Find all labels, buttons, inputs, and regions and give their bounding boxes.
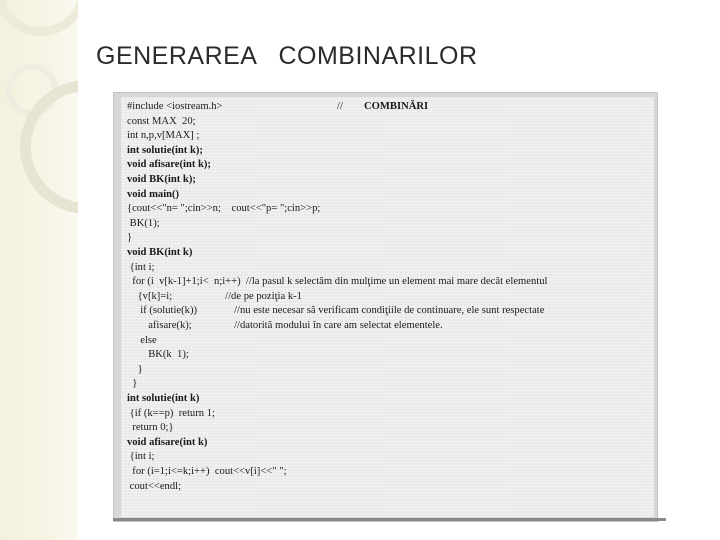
code-line: #include <iostream.h> bbox=[127, 101, 223, 112]
code-line: afisare(k); //datorită modului în care am selectat elementele. bbox=[127, 320, 443, 331]
code-line: else bbox=[127, 334, 157, 346]
code-line: void afisare(int k); bbox=[127, 159, 211, 171]
code-line: for (i=1;i<=k;i++) cout<<v[i]<<" "; bbox=[127, 466, 287, 477]
header-label: COMBINĂRI bbox=[364, 101, 429, 112]
code-line: int solutie(int k) bbox=[127, 393, 200, 404]
code-line: void BK(int k) bbox=[127, 247, 193, 258]
code-line: BK(k 1); bbox=[127, 349, 189, 361]
code-line: int n,p,v[MAX] ; bbox=[127, 130, 200, 142]
code-line: int solutie(int k); bbox=[127, 144, 203, 156]
code-line: } bbox=[127, 363, 143, 375]
code-line: return 0;} bbox=[127, 422, 174, 434]
code-line: cout<<endl; bbox=[127, 480, 182, 492]
code-line: {int i; bbox=[127, 261, 155, 273]
code-line: {if (k==p) return 1; bbox=[127, 407, 215, 419]
code-line: {int i; bbox=[127, 451, 155, 463]
decorative-ring-top bbox=[0, 0, 78, 36]
code-line: if (solutie(k)) //nu este necesar să verificam condiţiile de continuare, ele sunt respectate bbox=[127, 305, 545, 317]
decorative-left-band bbox=[0, 0, 78, 540]
code-line: void afisare(int k) bbox=[127, 436, 208, 448]
code-line: BK(1); bbox=[127, 217, 160, 229]
code-line: void main() bbox=[127, 188, 180, 200]
bottom-rule bbox=[113, 518, 666, 521]
code-line: {v[k]=i; //de pe poziţia k-1 bbox=[127, 290, 302, 302]
code-line: void BK(int k); bbox=[127, 174, 196, 185]
code-line: } bbox=[127, 232, 133, 244]
slide-title: GENERAREA COMBINARILOR bbox=[96, 42, 478, 70]
code-line: for (i v[k-1]+1;i< n;i++) //la pasul k selectăm din mulţime un element mai mare decât elementul bbox=[127, 276, 548, 288]
code-line: const MAX 20; bbox=[127, 115, 196, 127]
header-comment-marker: // bbox=[337, 101, 343, 112]
code-line: {cout<<"n= ";cin>>n; cout<<"p= ";cin>>p; bbox=[127, 203, 321, 215]
code-listing bbox=[121, 97, 654, 517]
code-line: } bbox=[127, 378, 138, 390]
